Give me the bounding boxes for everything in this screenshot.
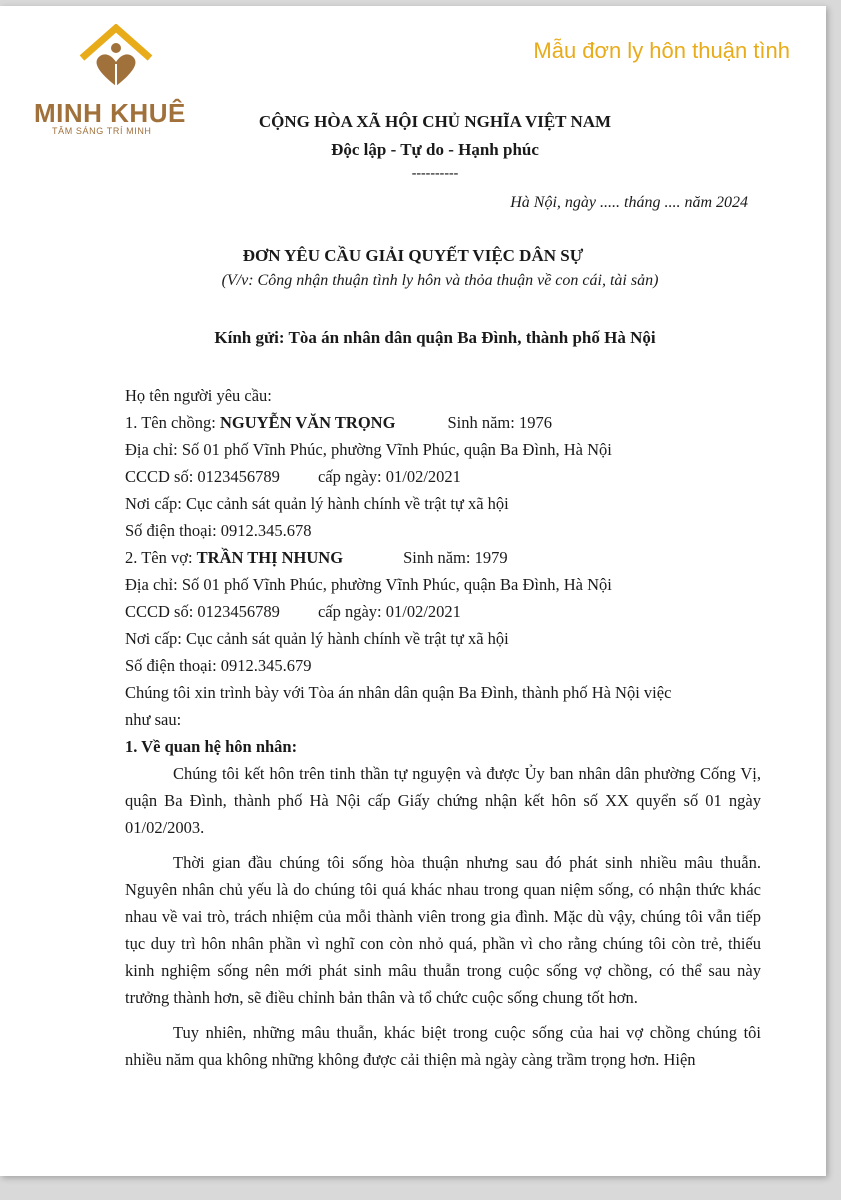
brand-name: MINH KHUÊ: [34, 98, 186, 128]
document-page: [0, 6, 826, 1176]
husband-label: 1. Tên chồng:: [125, 413, 221, 432]
paragraph-worsening: Tuy nhiên, những mâu thuẫn, khác biệt trong cuộc sống của hai vợ chồng chúng tôi nhiều năm qua không những không được cải thiện mà ngày càng trầm trọng hơn. Hiện: [125, 1023, 761, 1069]
husband-id-date: cấp ngày: 01/02/2021: [317, 467, 461, 486]
husband-name-line: [125, 409, 761, 436]
husband-id-issuer: Nơi cấp: Cục cảnh sát quản lý hành chính về trật tự xã hội: [125, 494, 509, 513]
document-subject: (V/v: Công nhận thuận tình ly hôn và thỏa thuận về con cái, tài sản): [221, 272, 659, 289]
wife-id: CCCD số: 0123456789: [125, 602, 280, 621]
husband-address: Địa chỉ: Số 01 phố Vĩnh Phúc, phường Vĩnh Phúc, quận Ba Đình, Hà Nội: [125, 440, 612, 459]
section-heading: 1. Về quan hệ hôn nhân:: [125, 737, 298, 756]
husband-phone: Số điện thoại: 0912.345.678: [125, 521, 312, 540]
nation-name: CỘNG HÒA XÃ HỘI CHỦ NGHĨA VIỆT NAM: [258, 112, 612, 131]
document-body: [125, 382, 761, 1073]
applicants-label: Họ tên người yêu cầu:: [125, 386, 272, 405]
husband-name: NGUYỄN VĂN TRỌNG: [220, 413, 396, 432]
husband-birth-year: Sinh năm: 1976: [447, 413, 552, 432]
wife-label: 2. Tên vợ:: [125, 548, 197, 567]
husband-id-line: [125, 463, 761, 490]
header-separator: ----------: [411, 166, 459, 181]
intro-line-2: như sau:: [125, 710, 182, 729]
place-date: Hà Nội, ngày ..... tháng .... năm 2024: [510, 194, 748, 211]
form-title: Mẫu đơn ly hôn thuận tình: [533, 38, 790, 63]
document-title: ĐƠN YÊU CẦU GIẢI QUYẾT VIỆC DÂN SỰ: [242, 246, 584, 265]
wife-id-date: cấp ngày: 01/02/2021: [317, 602, 461, 621]
wife-id-issuer: Nơi cấp: Cục cảnh sát quản lý hành chính về trật tự xã hội: [125, 629, 509, 648]
house-heart-icon: [78, 24, 154, 90]
brand-slogan: TÂM SÁNG TRÍ MINH: [52, 126, 152, 136]
wife-name-line: [125, 544, 761, 571]
recipient: Kính gửi: Tòa án nhân dân quận Ba Đình, thành phố Hà Nội: [214, 328, 656, 347]
wife-id-line: [125, 598, 761, 625]
intro-line-1: Chúng tôi xin trình bày với Tòa án nhân dân quận Ba Đình, thành phố Hà Nội việc: [125, 683, 672, 702]
wife-address: Địa chỉ: Số 01 phố Vĩnh Phúc, phường Vĩnh Phúc, quận Ba Đình, Hà Nội: [125, 575, 612, 594]
national-motto: Độc lập - Tự do - Hạnh phúc: [331, 140, 539, 159]
wife-phone: Số điện thoại: 0912.345.679: [125, 656, 312, 675]
wife-name: TRẦN THỊ NHUNG: [196, 548, 344, 567]
paragraph-conflicts: Thời gian đầu chúng tôi sống hòa thuận nhưng sau đó phát sinh nhiều mâu thuẫn. Nguyên nhân chủ yếu là do chúng tôi quá khác nhau trong quan niệm sống, có nhận thức khác nhau về vai trò, trách nhiệm của mỗi thành viên trong gia đình. Mặc dù vậy, chúng tôi vẫn tiếp tục duy trì hôn nhân phần vì nghĩ con còn nhỏ quá, phần vì cho rằng chúng tôi còn trẻ, thiếu kinh nghiệm sống nên mới phát sinh mâu thuẫn trong cuộc sống vợ chồng, có thể sau này trưởng thành hơn, sẽ điều chỉnh bản thân và tổ chức cuộc sống chung tốt hơn.: [125, 853, 761, 1007]
paragraph-marriage-registration: Chúng tôi kết hôn trên tinh thần tự nguyện và được Ủy ban nhân dân phường Cống Vị, quận Ba Đình, thành phố Hà Nội cấp Giấy chứng nhận kết hôn số XX quyển số 01 ngày 01/02/2003.: [125, 764, 761, 837]
husband-id: CCCD số: 0123456789: [125, 467, 280, 486]
wife-birth-year: Sinh năm: 1979: [403, 548, 508, 567]
